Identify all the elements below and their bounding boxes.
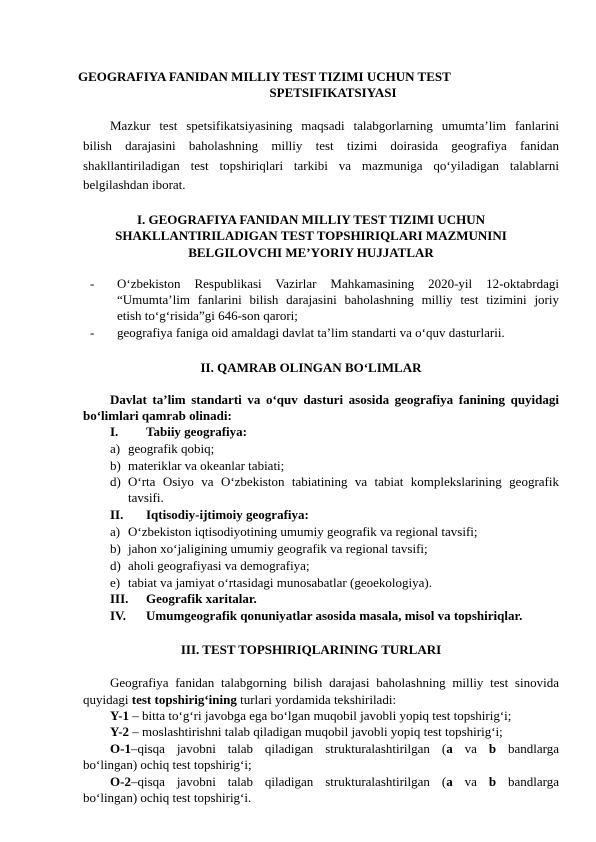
section2-intro: bo‘limlari qamrab olinadi:	[83, 408, 232, 423]
type-o1	[110, 741, 559, 757]
type-o2-cont: bo‘lingan) ochiq test topshirig‘i.	[83, 790, 252, 805]
type-code: Y-1	[110, 708, 130, 723]
type-code: Y-2	[110, 724, 130, 739]
list-item: jahon xo‘jaligining umumiy geografik va regional tavsifi;	[128, 541, 428, 556]
intro-text: quyidagi	[83, 692, 132, 707]
item-letter: a)	[110, 524, 121, 539]
item-letter: b)	[110, 541, 121, 556]
intro-text: turlari yordamida tekshiriladi:	[236, 692, 397, 707]
item-letter: d)	[110, 558, 121, 573]
type-description: bandlarga	[496, 741, 559, 756]
type-y1	[110, 708, 511, 724]
group-number: I.	[110, 424, 119, 439]
item-letter: b)	[110, 458, 121, 473]
band-letter: b	[488, 774, 497, 789]
list-item: geografik qobiq;	[128, 441, 215, 456]
type-description: bandlarga	[496, 774, 559, 789]
item-letter: d)	[110, 474, 121, 489]
group-title: Geografik xaritalar.	[146, 591, 257, 606]
group-title: Tabiiy geografiya:	[146, 424, 247, 439]
band-letter: a	[446, 741, 453, 756]
type-description: va	[452, 741, 489, 756]
list-item: materiklar va okeanlar tabiati;	[128, 458, 285, 473]
type-description: – moslashtirishni talab qiladigan muqobil javobli yopiq test topshirig‘i;	[129, 724, 503, 739]
section2-heading: II. QAMRAB OLINGAN BO‘LIMLAR	[200, 360, 422, 375]
band-letter: b	[488, 741, 497, 756]
intro-line: belgilashdan iborat.	[83, 177, 186, 192]
band-letter: a	[446, 774, 453, 789]
list-item: “Umumta’lim fanlarini bilish darajasini baholashning milliy test tizimini joriy	[117, 292, 559, 307]
list-item: tavsifi.	[128, 490, 164, 505]
group-title: Iqtisodiy-ijtimoiy geografiya:	[146, 507, 309, 522]
doc-title-line2: SPETSIFIKATSIYASI	[269, 85, 397, 100]
type-o1-cont: bo‘lingan) ochiq test topshirig‘i;	[83, 757, 252, 772]
type-code: O-1	[110, 741, 131, 756]
type-description: –qisqa javobni talab qiladigan strukturalashtirilgan (	[130, 774, 447, 789]
item-letter: a)	[110, 441, 121, 456]
type-description: va	[452, 774, 489, 789]
doc-title-line1: GEOGRAFIYA FANIDAN MILLIY TEST TIZIMI UCHUN TEST	[78, 69, 451, 84]
intro-line: Mazkur test spetsifikatsiyasining maqsadi talabgorlarning umumta’lim fanlarini	[110, 118, 559, 133]
list-item: tabiat va jamiyat o‘rtasidagi munosabatlar (geoekologiya).	[128, 575, 432, 590]
list-bullet: -	[90, 276, 95, 291]
type-y2	[110, 724, 503, 740]
list-item: aholi geografiyasi va demografiya;	[128, 558, 310, 573]
list-item: O‘rta Osiyo va O‘zbekiston tabiatining va tabiat komplekslarining geografik	[128, 474, 559, 489]
section3-intro	[83, 692, 396, 708]
group-title: Umumgeografik qonuniyatlar asosida masala, misol va topshiriqlar.	[146, 608, 523, 623]
section1-heading: BELGILOVCHI ME’YORIY HUJJATLAR	[188, 245, 434, 260]
group-number: II.	[110, 507, 124, 522]
type-description: –qisqa javobni talab qiladigan strukturalashtirilgan (	[130, 741, 447, 756]
section1-heading: I. GEOGRAFIYA FANIDAN MILLIY TEST TIZIMI UCHUN	[136, 212, 486, 227]
intro-line: bilish darajasini baholashning milliy test tizimi doirasida geografiya fanidan	[83, 138, 559, 153]
list-item: O‘zbekiston Respublikasi Vazirlar Mahkamasining 2020-yil 12-oktabrdagi	[117, 276, 559, 291]
list-bullet: -	[90, 325, 95, 340]
list-item: O‘zbekiston iqtisodiyotining umumiy geografik va regional tavsifi;	[128, 524, 478, 539]
type-code: O-2	[110, 774, 131, 789]
section1-heading: SHAKLLANTIRILADIGAN TEST TOPSHIRIQLARI MAZMUNINI	[115, 228, 507, 243]
section3-intro: Geografiya fanidan talabgorning bilish darajasi baholashning milliy test sinovida	[110, 675, 559, 690]
list-item: geografiya faniga oid amaldagi davlat ta’lim standarti va o‘quv dasturlarii.	[117, 325, 505, 340]
type-description: – bitta to‘g‘ri javobga ega bo‘lgan muqobil javobli yopiq test topshirig‘i;	[129, 708, 512, 723]
section3-heading: III. TEST TOPSHIRIQLARINING TURLARI	[180, 642, 442, 657]
intro-bold-text: test topshirig‘ining	[131, 692, 237, 707]
group-number: III.	[110, 591, 129, 606]
group-number: IV.	[110, 608, 127, 623]
section2-intro: Davlat ta’lim standarti va o‘quv dasturi asosida geografiya fanining quyidagi	[110, 392, 559, 407]
intro-line: shakllantiriladigan test topshiriqlari tarkibi va mazmuniga qo‘yiladigan talablarni	[83, 158, 559, 173]
list-item: etish to‘g‘risida”gi 646-son qarori;	[117, 308, 298, 323]
type-o2	[110, 774, 559, 790]
item-letter: e)	[110, 575, 121, 590]
